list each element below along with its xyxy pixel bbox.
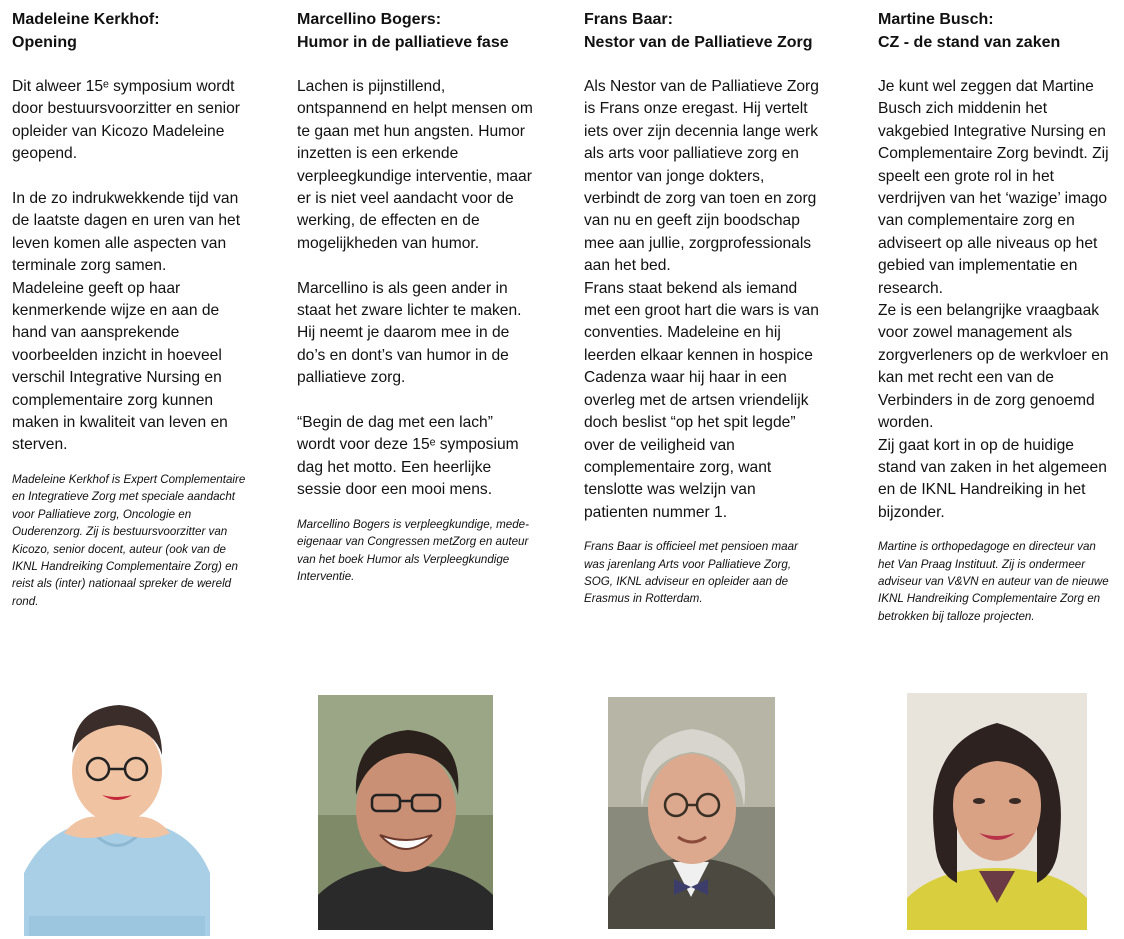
description-paragraph: Frans staat bekend als iemand met een groot hart die wars is van conventies. Madeleine en hij leerden elkaar kennen in hospice Cadenza waar hij haar in een overleg met de artsen vriendelijk doch beslist “op het spit legde” over de veiligheid van complementaire zorg, want tenslotte was welzijn van patienten nummer 1. — [584, 279, 819, 521]
portrait-photo-martine — [907, 693, 1087, 930]
description-paragraph: Lachen is pijnstillend, ontspannend en helpt mensen om te gaan met hun angsten. Humor inzetten is een erkende verpleegkundige interventie, maar er is niet veel aandacht voor de werking, de effecten en de mogelijkheden van humor. — [297, 78, 533, 252]
speaker-name: Martine Busch: — [878, 11, 994, 28]
speaker-heading — [584, 8, 820, 54]
description-paragraph: “Begin de dag met een lach” wordt voor deze 15ᵉ symposium dag het motto. Een heerlijke sessie door een mooi mens. — [297, 414, 519, 499]
speaker-bio: Madeleine Kerkhof is Expert Complementaire en Integratieve Zorg met speciale aandacht voor Palliatieve zorg, Oncologie en Ouderenzorg. Zij is bestuursvoorzitter van Kicozo, senior docent, auteur (ook van de IKNL Handreiking Complementaire Zorg) en reist als (inter) nationaal spreker de wereld rond. — [12, 472, 246, 608]
session-topic: Opening — [12, 34, 77, 51]
speaker-heading — [878, 8, 1114, 54]
session-description — [12, 76, 248, 457]
description-paragraph: Zij gaat kort in op de huidige stand van zaken in het algemeen en de IKNL Handreiking in het bijzonder. — [878, 436, 1107, 521]
speaker-name: Madeleine Kerkhof: — [12, 11, 160, 28]
session-description — [584, 76, 820, 524]
description-paragraph: Als Nestor van de Palliatieve Zorg is Frans onze eregast. Hij vertelt iets over zijn decennia lange werk als arts voor palliatieve zorg en mentor van jonge dokters, verbindt de zorg van toen en zorg van nu en geeft zijn boodschap mee aan jullie, zorgprofessionals aan het bed. — [584, 78, 819, 275]
description-paragraph: Dit alweer 15ᵉ symposium wordt door bestuursvoorzitter en senior opleider van Kicozo Madeleine geopend. — [12, 78, 240, 163]
speaker-column-frans — [584, 8, 820, 608]
portrait-photo-marcellino — [318, 695, 493, 930]
speaker-bio: Frans Baar is officieel met pensioen maar was jarenlang Arts voor Palliatieve Zorg, SOG, IKNL adviseur en opleider aan de Erasmus in Rotterdam. — [584, 540, 798, 606]
session-topic: CZ - de stand van zaken — [878, 34, 1061, 51]
description-paragraph: In de zo indrukwekkende tijd van de laatste dagen en uren van het leven komen alle aspecten van terminale zorg samen. — [12, 190, 241, 275]
session-topic: Nestor van de Palliatieve Zorg — [584, 34, 813, 51]
portrait-photo-madeleine — [24, 683, 210, 936]
description-paragraph: Marcellino is als geen ander in staat het zware lichter te maken. Hij neemt je daarom mee in de do’s en dont’s van humor in de palliatieve zorg. — [297, 279, 522, 387]
description-paragraph: Je kunt wel zeggen dat Martine Busch zich middenin het vakgebied Integrative Nursing en Complementaire Zorg bevindt. Zij speelt een grote rol in het verdrijven van het ‘wazige’ imago van complementaire zorg en adviseert op alle niveaus op het gebied van implementatie en research. — [878, 78, 1109, 297]
speaker-name: Frans Baar: — [584, 11, 673, 28]
speaker-column-marcellino — [297, 8, 533, 585]
speaker-name: Marcellino Bogers: — [297, 11, 442, 28]
session-description — [878, 76, 1114, 524]
speaker-bio: Martine is orthopedagoge en directeur van het Van Praag Instituut. Zij is ondermeer adviseur van V&VN en auteur van de nieuwe IKNL Handreiking Complementaire Zorg en betrokken bij talloze projecten. — [878, 540, 1109, 623]
description-paragraph: Ze is een belangrijke vraagbaak voor zowel management als zorgverleners op de werkvloer en kan met recht een van de Verbinders in de zorg genoemd worden. — [878, 302, 1109, 432]
description-paragraph: Madeleine geeft op haar kenmerkende wijze en aan de hand van aansprekende voorbeelden inzicht in hoeveel verschil Integrative Nursing en complementaire zorg kunnen maken in kwaliteit van leven en sterven. — [12, 279, 228, 454]
speaker-heading — [297, 8, 533, 54]
session-topic: Humor in de palliatieve fase — [297, 34, 509, 51]
session-description — [297, 76, 533, 502]
portrait-photo-frans — [608, 697, 775, 929]
speaker-column-madeleine — [12, 8, 248, 610]
speaker-bio: Marcellino Bogers is verpleegkundige, mede-eigenaar van Congressen metZorg en auteur van het boek Humor als Verpleegkundige Interventie. — [297, 517, 529, 583]
speaker-heading — [12, 8, 248, 54]
speaker-column-martine — [878, 8, 1114, 625]
